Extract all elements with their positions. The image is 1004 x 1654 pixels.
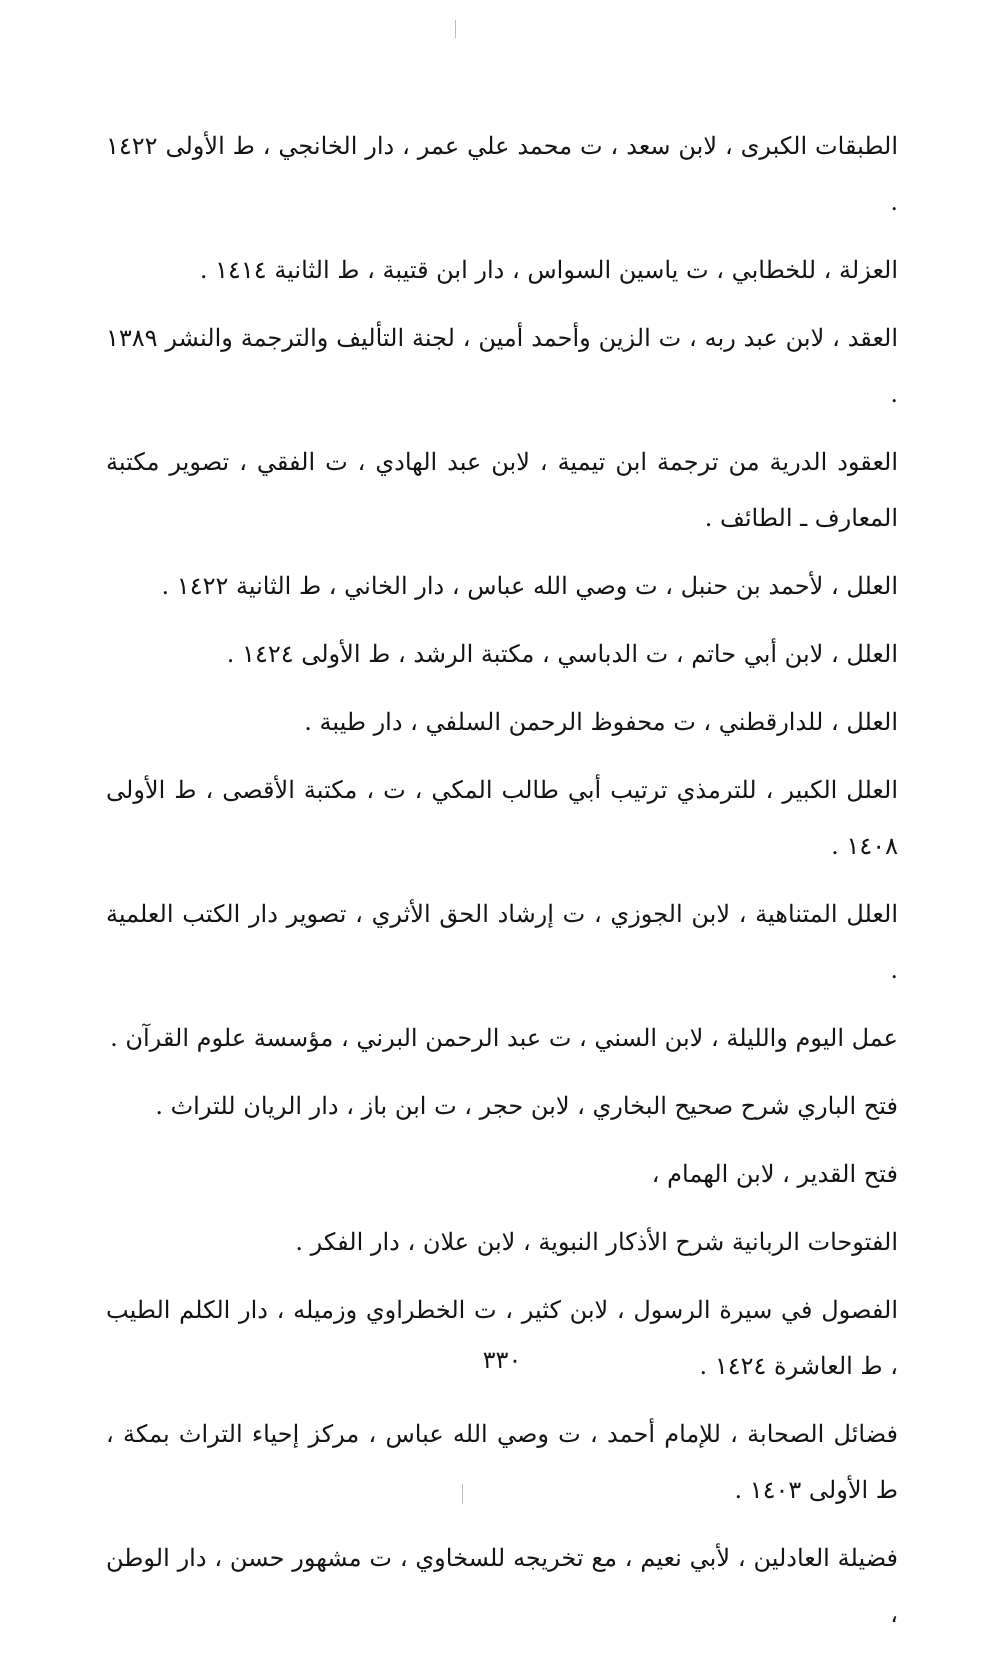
- bibliography-list: [106, 118, 898, 1654]
- bibliography-entry: العلل ، للدارقطني ، ت محفوظ الرحمن السلفي ، دار طيبة .: [304, 708, 898, 736]
- bibliography-entry: العلل المتناهية ، لابن الجوزي ، ت إرشاد الحق الأثري ، تصوير دار الكتب العلمية .: [106, 900, 898, 984]
- bibliography-entry: العلل ، لابن أبي حاتم ، ت الدباسي ، مكتبة الرشد ، ط الأولى ١٤٢٤ .: [226, 640, 898, 668]
- bibliography-entry: فضيلة العادلين ، لأبي نعيم ، مع تخريجه للسخاوي ، ت مشهور حسن ، دار الوطن ،: [106, 1544, 898, 1628]
- bibliography-entry: العقد ، لابن عبد ربه ، ت الزين وأحمد أمين ، لجنة التأليف والترجمة والنشر ١٣٨٩ .: [106, 324, 898, 408]
- scan-mark-bottom: [462, 1484, 463, 1504]
- bibliography-entry: فتح الباري شرح صحيح البخاري ، لابن حجر ، ت ابن باز ، دار الريان للتراث .: [155, 1092, 898, 1120]
- page-number: ٣٣٠: [482, 1346, 522, 1374]
- bibliography-entry: العزلة ، للخطابي ، ت ياسين السواس ، دار ابن قتيبة ، ط الثانية ١٤١٤ .: [199, 256, 898, 284]
- bibliography-entry: العلل الكبير ، للترمذي ترتيب أبي طالب المكي ، ت ، مكتبة الأقصى ، ط الأولى ١٤٠٨ .: [106, 776, 898, 860]
- bibliography-entry: عمل اليوم والليلة ، لابن السني ، ت عبد الرحمن البرني ، مؤسسة علوم القرآن .: [110, 1024, 898, 1052]
- scan-mark-top: [455, 20, 456, 38]
- bibliography-entry: العقود الدرية من ترجمة ابن تيمية ، لابن عبد الهادي ، ت الفقي ، تصوير مكتبة المعارف ـ الطائف .: [106, 448, 898, 532]
- bibliography-entry: العلل ، لأحمد بن حنبل ، ت وصي الله عباس ، دار الخاني ، ط الثانية ١٤٢٢ .: [161, 572, 898, 600]
- bibliography-entry: الطبقات الكبرى ، لابن سعد ، ت محمد علي عمر ، دار الخانجي ، ط الأولى ١٤٢٢ .: [106, 132, 898, 216]
- bibliography-entry: فضائل الصحابة ، للإمام أحمد ، ت وصي الله عباس ، مركز إحياء التراث بمكة ، ط الأولى ١٤٠٣ .: [106, 1420, 898, 1504]
- bibliography-entry: الفصول في سيرة الرسول ، لابن كثير ، ت الخطراوي وزميله ، دار الكلم الطيب ، ط العاشرة ١٤٢٤ .: [106, 1296, 898, 1380]
- bibliography-entry: فتح القدير ، لابن الهمام ،: [651, 1160, 898, 1188]
- bibliography-entry: الفتوحات الربانية شرح الأذكار النبوية ، لابن علان ، دار الفكر .: [295, 1228, 898, 1256]
